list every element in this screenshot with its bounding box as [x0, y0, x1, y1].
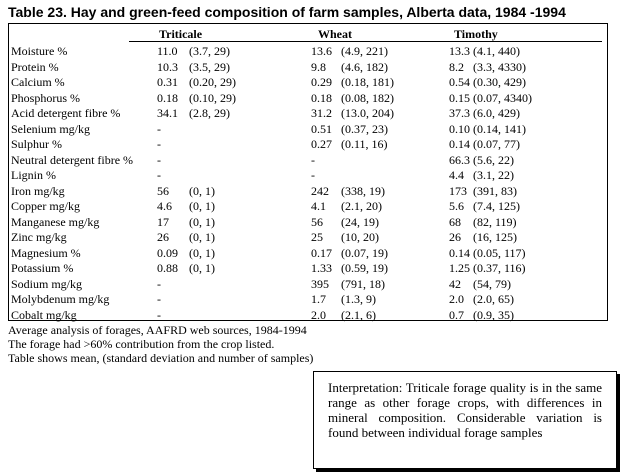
table-row [9, 245, 609, 261]
table-row [9, 167, 609, 183]
table-row [9, 229, 609, 245]
timothy-sd-n: (6.0, 429) [473, 106, 520, 120]
wheat-mean: 0.27 [311, 137, 332, 151]
wheat-sd-n: (10, 20) [341, 230, 379, 244]
wheat-mean: 1.7 [311, 292, 326, 306]
timothy-sd-n: (7.4, 125) [473, 199, 520, 213]
triticale-mean: 0.09 [157, 245, 178, 260]
timothy-sd-n: (54, 79) [473, 276, 511, 291]
row-label: Zinc mg/kg [11, 230, 67, 244]
timothy-mean: 1.25 [449, 261, 470, 275]
table-title: Table 23. Hay and green-feed composition of farm samples, Alberta data, 1984 -1994 [8, 4, 566, 20]
row-label: Protein % [11, 59, 59, 74]
wheat-sd-n: (338, 19) [341, 183, 385, 198]
timothy-sd-n: (82, 119) [473, 214, 517, 229]
row-label: Phosphorus % [11, 90, 81, 105]
timothy-mean: 0.54 [449, 75, 470, 89]
triticale-sd-n: (0, 1) [189, 261, 215, 275]
triticale-mean: - [157, 276, 161, 291]
interpretation-text: Interpretation: Triticale forage quality is in the same range as other forage crops, with differences in mineral composition. Considerable variation is found between individual forage samples [328, 380, 602, 440]
timothy-sd-n: (3.3, 4330) [473, 59, 526, 74]
triticale-sd-n: (0.20, 29) [189, 75, 236, 89]
triticale-sd-n: (3.5, 29) [189, 59, 230, 74]
timothy-sd-n: (0.37, 116) [473, 261, 526, 275]
triticale-mean: 0.31 [157, 75, 178, 89]
table-row [9, 136, 609, 152]
wheat-sd-n: (2.1, 20) [341, 199, 382, 213]
timothy-sd-n: (0.07, 4340) [473, 90, 532, 105]
timothy-mean: 173 [449, 183, 467, 198]
timothy-sd-n: (3.1, 22) [473, 168, 514, 182]
wheat-sd-n: (13.0, 204) [341, 106, 394, 120]
timothy-mean: 42 [449, 276, 461, 291]
timothy-mean: 4.4 [449, 168, 464, 182]
timothy-mean: 0.7 [449, 307, 464, 322]
timothy-mean: 0.14 [449, 245, 470, 260]
wheat-mean: 0.51 [311, 121, 332, 136]
row-label: Sodium mg/kg [11, 276, 83, 291]
table-row [9, 90, 609, 106]
wheat-mean: 25 [311, 230, 323, 244]
wheat-mean: 242 [311, 183, 329, 198]
column-header-wheat: Wheat [318, 27, 352, 41]
wheat-sd-n: (0.07, 19) [341, 245, 388, 260]
triticale-sd-n: (0, 1) [189, 199, 215, 213]
triticale-mean: - [157, 292, 161, 306]
note-contribution: The forage had >60% contribution from the crop listed. [8, 337, 275, 351]
triticale-mean: - [157, 307, 161, 322]
triticale-sd-n: (0, 1) [189, 183, 215, 198]
wheat-sd-n: (0.08, 182) [341, 90, 394, 105]
timothy-sd-n: (0.30, 429) [473, 75, 526, 89]
triticale-mean: 17 [157, 214, 169, 229]
timothy-sd-n: (16, 125) [473, 230, 517, 244]
wheat-sd-n: (0.37, 23) [341, 121, 388, 136]
table-row [9, 260, 609, 276]
table-row [9, 121, 609, 137]
row-label: Lignin % [11, 168, 56, 182]
triticale-mean: 10.3 [157, 59, 178, 74]
column-header-timothy: Timothy [454, 27, 498, 41]
triticale-mean: 34.1 [157, 106, 178, 120]
table-row [9, 198, 609, 214]
row-label: Manganese mg/kg [11, 214, 100, 229]
note-source: Average analysis of forages, AAFRD web sources, 1984-1994 [8, 323, 307, 337]
triticale-mean: 26 [157, 230, 169, 244]
wheat-sd-n: (4.9, 221) [341, 44, 388, 58]
row-label: Neutral detergent fibre % [11, 152, 134, 167]
timothy-sd-n: (0.14, 141) [473, 121, 526, 136]
triticale-mean: 0.18 [157, 90, 178, 105]
triticale-mean: 0.88 [157, 261, 178, 275]
table-row [9, 59, 609, 75]
triticale-mean: 11.0 [157, 44, 178, 58]
wheat-sd-n: (1.3, 9) [341, 292, 376, 306]
wheat-sd-n: (791, 18) [341, 276, 385, 291]
wheat-mean: 0.18 [311, 90, 332, 105]
triticale-sd-n: (0.10, 29) [189, 90, 236, 105]
triticale-mean: 56 [157, 183, 169, 198]
row-label: Acid detergent fibre % [11, 106, 121, 120]
timothy-mean: 2.0 [449, 292, 464, 306]
timothy-mean: 26 [449, 230, 461, 244]
wheat-mean: 0.17 [311, 245, 332, 260]
table-row [9, 183, 609, 199]
timothy-mean: 37.3 [449, 106, 470, 120]
wheat-sd-n: (2.1, 6) [341, 307, 376, 322]
wheat-mean: 9.8 [311, 59, 326, 74]
timothy-mean: 68 [449, 214, 461, 229]
timothy-sd-n: (0.05, 117) [473, 245, 526, 260]
wheat-mean: - [311, 168, 315, 182]
timothy-sd-n: (2.0, 65) [473, 292, 514, 306]
row-label: Iron mg/kg [11, 183, 65, 198]
table-row [9, 74, 609, 90]
note-format: Table shows mean, (standard deviation and number of samples) [8, 351, 314, 365]
composition-table [8, 23, 608, 321]
table-row [9, 291, 609, 307]
table-notes [8, 323, 313, 365]
timothy-sd-n: (0.9, 35) [473, 307, 514, 322]
interpretation-box [313, 371, 617, 469]
table-row [9, 105, 609, 121]
timothy-sd-n: (0.07, 77) [473, 137, 520, 151]
row-label: Selenium mg/kg [11, 121, 90, 136]
wheat-mean: 4.1 [311, 199, 326, 213]
wheat-mean: - [311, 152, 315, 167]
timothy-mean: 5.6 [449, 199, 464, 213]
row-label: Molybdenum mg/kg [11, 292, 110, 306]
wheat-mean: 0.29 [311, 75, 332, 89]
table-row [9, 276, 609, 292]
table-row [9, 307, 609, 323]
table-row [9, 152, 609, 168]
table-row [9, 43, 609, 59]
triticale-sd-n: (2.8, 29) [189, 106, 230, 120]
wheat-sd-n: (0.11, 16) [341, 137, 388, 151]
row-label: Magnesium % [11, 245, 81, 260]
triticale-mean: 4.6 [157, 199, 172, 213]
wheat-sd-n: (4.6, 182) [341, 59, 388, 74]
header-rule [129, 41, 602, 42]
timothy-sd-n: (4.1, 440) [473, 44, 520, 58]
timothy-sd-n: (5.6, 22) [473, 152, 514, 167]
row-label: Cobalt mg/kg [11, 307, 77, 322]
wheat-mean: 13.6 [311, 44, 332, 58]
wheat-mean: 56 [311, 214, 323, 229]
timothy-mean: 0.10 [449, 121, 470, 136]
triticale-sd-n: (3.7, 29) [189, 44, 230, 58]
row-label: Sulphur % [11, 137, 62, 151]
table-row [9, 214, 609, 230]
triticale-mean: - [157, 168, 161, 182]
triticale-mean: - [157, 121, 161, 136]
wheat-sd-n: (24, 19) [341, 214, 379, 229]
timothy-sd-n: (391, 83) [473, 183, 517, 198]
triticale-mean: - [157, 137, 161, 151]
wheat-mean: 1.33 [311, 261, 332, 275]
row-label: Copper mg/kg [11, 199, 80, 213]
triticale-sd-n: (0, 1) [189, 214, 215, 229]
triticale-mean: - [157, 152, 161, 167]
triticale-sd-n: (0, 1) [189, 230, 215, 244]
timothy-mean: 8.2 [449, 59, 464, 74]
wheat-mean: 31.2 [311, 106, 332, 120]
row-label: Moisture % [11, 44, 68, 58]
timothy-mean: 0.15 [449, 90, 470, 105]
triticale-sd-n: (0, 1) [189, 245, 215, 260]
timothy-mean: 0.14 [449, 137, 470, 151]
timothy-mean: 66.3 [449, 152, 470, 167]
wheat-mean: 2.0 [311, 307, 326, 322]
timothy-mean: 13.3 [449, 44, 470, 58]
wheat-sd-n: (0.18, 181) [341, 75, 394, 89]
row-label: Calcium % [11, 75, 65, 89]
row-label: Potassium % [11, 261, 74, 275]
wheat-mean: 395 [311, 276, 329, 291]
wheat-sd-n: (0.59, 19) [341, 261, 388, 275]
column-header-triticale: Triticale [159, 27, 203, 41]
